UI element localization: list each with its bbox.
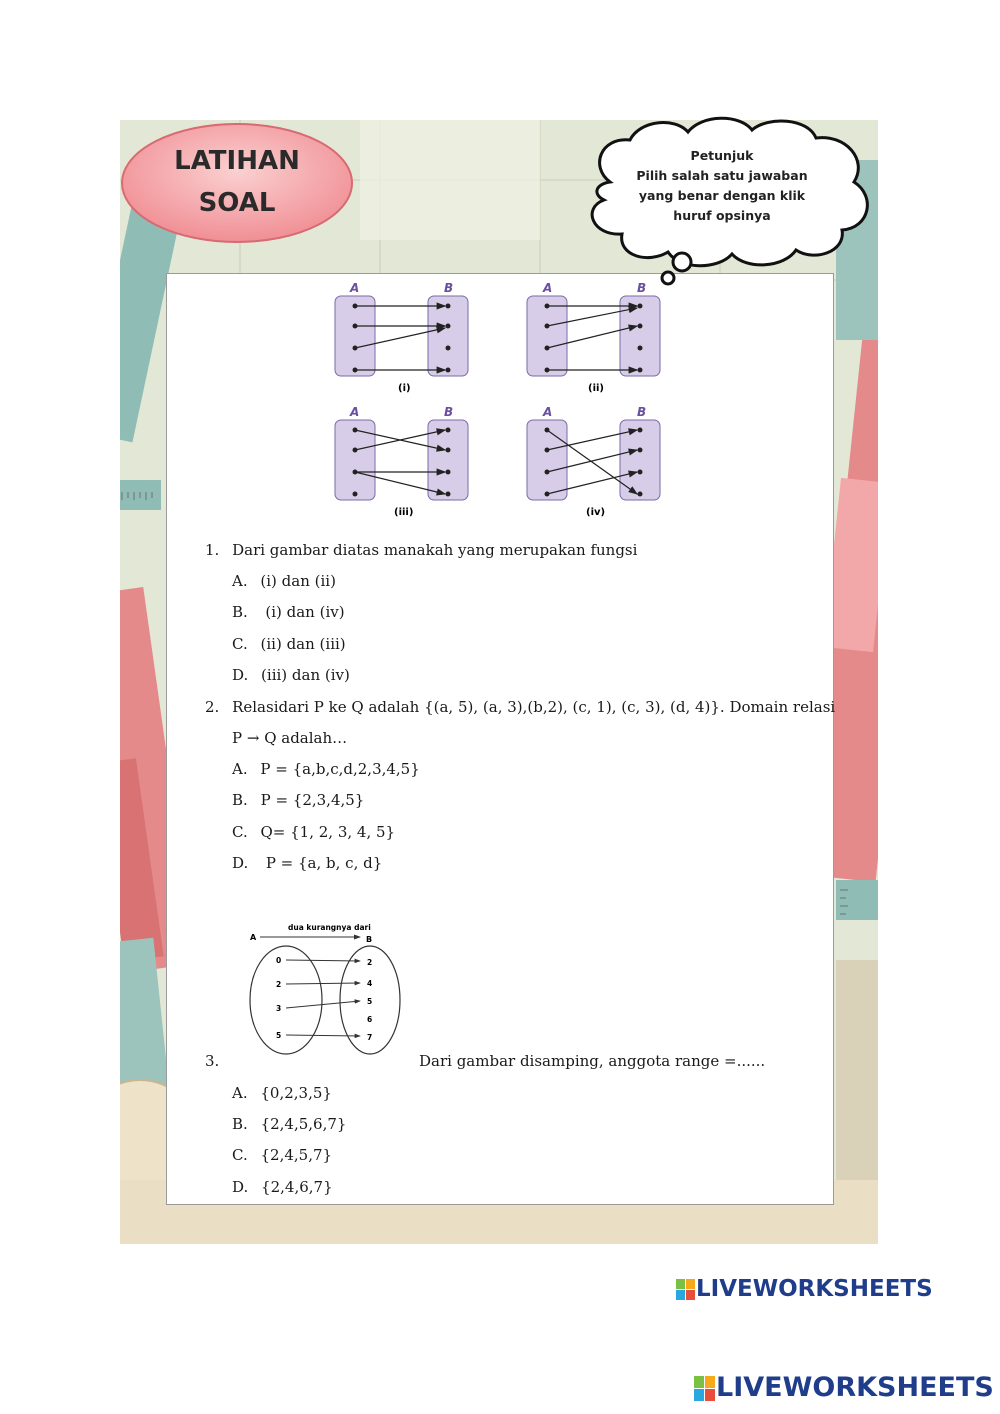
mapping-diagrams: [320, 278, 680, 523]
q2-option-a-text: P = {a,b,c,d,2,3,4,5}: [260, 760, 420, 778]
diagram-iii-set-b: B: [444, 405, 454, 419]
q2-option-c[interactable]: [232, 822, 395, 842]
q2-option-d-letter[interactable]: D.: [232, 854, 249, 872]
q1-option-d[interactable]: [232, 665, 350, 685]
q2-option-a[interactable]: [232, 759, 420, 779]
diagram-iii-label: (iii): [394, 507, 414, 518]
q3-option-c-letter[interactable]: C.: [232, 1146, 248, 1164]
q3-a-3: 5: [276, 1031, 282, 1040]
liveworksheets-logo-footer[interactable]: [694, 1372, 994, 1403]
question-2-text: Relasidari P ke Q adalah {(a, 5), (a, 3),(b,2), (c, 1), (c, 3), (d, 4)}. Domain relasi: [232, 698, 836, 716]
q3-option-b-text: {2,4,5,6,7}: [260, 1115, 347, 1133]
q1-option-b[interactable]: [232, 602, 345, 622]
diagram-i: [335, 281, 468, 394]
q3-set-a: A: [250, 933, 257, 942]
liveworksheets-footer-mark-icon: [694, 1376, 716, 1402]
q1-option-b-letter[interactable]: B.: [232, 603, 248, 621]
q1-option-a-letter[interactable]: A.: [232, 572, 248, 590]
diagram-iv: [527, 405, 660, 518]
q3-b-2: 5: [367, 997, 373, 1006]
q3-option-b-letter[interactable]: B.: [232, 1115, 248, 1133]
q1-option-c[interactable]: [232, 634, 346, 654]
liveworksheets-brand-inner: LIVEWORKSHEETS: [696, 1276, 933, 1302]
q3-option-b[interactable]: [232, 1114, 346, 1134]
instruction-heading: Petunjuk: [690, 148, 754, 163]
q3-option-d-text: {2,4,6,7}: [261, 1178, 333, 1196]
q1-option-d-text: (iii) dan (iv): [261, 666, 350, 684]
q1-option-c-text: (ii) dan (iii): [260, 635, 346, 653]
q3-b-4: 7: [367, 1033, 373, 1042]
q2-option-b[interactable]: [232, 790, 364, 810]
diagram-ii-set-a: A: [543, 281, 553, 295]
q1-option-a-text: (i) dan (ii): [260, 572, 336, 590]
q2-option-c-text: Q= {1, 2, 3, 4, 5}: [260, 823, 396, 841]
diagram-i-set-b: B: [444, 281, 454, 295]
question-3-text: Dari gambar disamping, anggota range =......: [419, 1052, 766, 1070]
q1-option-b-text: (i) dan (iv): [260, 603, 345, 621]
question-1-number: 1.: [205, 541, 220, 559]
q3-diagram: [240, 918, 410, 1058]
q3-option-a-text: {0,2,3,5}: [260, 1084, 332, 1102]
q2-option-b-text: P = {2,3,4,5}: [260, 791, 365, 809]
q3-relation-label: dua kurangnya dari: [288, 923, 371, 932]
q3-b-3: 6: [367, 1015, 373, 1024]
instruction-line-3: huruf opsinya: [673, 208, 771, 223]
diagram-ii: [527, 281, 660, 394]
title-line-2: SOAL: [198, 188, 276, 218]
q2-option-a-letter[interactable]: A.: [232, 760, 248, 778]
liveworksheets-brand-footer: LIVEWORKSHEETS: [716, 1372, 994, 1403]
q3-set-b: B: [366, 935, 373, 944]
q2-option-b-letter[interactable]: B.: [232, 791, 248, 809]
liveworksheets-mark-icon: [676, 1279, 696, 1301]
q3-b-1: 4: [367, 979, 373, 988]
q1-option-d-letter[interactable]: D.: [232, 666, 249, 684]
q3-b-0: 2: [367, 958, 373, 967]
diagram-iv-set-b: B: [637, 405, 647, 419]
q1-option-c-letter[interactable]: C.: [232, 635, 248, 653]
q3-option-a-letter[interactable]: A.: [232, 1084, 248, 1102]
diagram-i-set-a: A: [350, 281, 360, 295]
diagram-iii: [335, 405, 468, 518]
diagram-iv-label: (iv): [586, 507, 606, 518]
q2-option-d-text: P = {a, b, c, d}: [261, 854, 383, 872]
question-1: [205, 540, 637, 560]
q2-option-c-letter[interactable]: C.: [232, 823, 248, 841]
q3-option-d[interactable]: [232, 1177, 333, 1197]
diagram-ii-label: (ii): [588, 383, 604, 394]
q1-option-a[interactable]: [232, 571, 336, 591]
question-3-number: 3.: [205, 1052, 220, 1070]
q2-option-d[interactable]: [232, 853, 382, 873]
q3-a-2: 3: [276, 1004, 282, 1013]
q3-option-a[interactable]: [232, 1083, 332, 1103]
diagram-iv-set-a: A: [543, 405, 553, 419]
liveworksheets-logo-inner: [676, 1276, 933, 1302]
q3-a-1: 2: [276, 980, 282, 989]
diagram-ii-set-b: B: [637, 281, 647, 295]
instruction-line-1: Pilih salah satu jawaban: [636, 168, 808, 183]
question-2-continuation: P → Q adalah…: [232, 729, 348, 747]
q3-option-c-text: {2,4,5,7}: [260, 1146, 333, 1164]
diagram-i-label: (i): [398, 383, 411, 394]
question-1-text: Dari gambar diatas manakah yang merupakan fungsi: [232, 541, 638, 559]
q3-option-c[interactable]: [232, 1145, 332, 1165]
page-title: [120, 140, 354, 224]
q3-a-0: 0: [276, 956, 282, 965]
diagram-iii-set-a: A: [350, 405, 360, 419]
question-2-number: 2.: [205, 698, 220, 716]
instruction-text: [612, 146, 832, 226]
instruction-line-2: yang benar dengan klik: [638, 188, 806, 203]
title-line-1: LATIHAN: [174, 146, 300, 176]
q3-option-d-letter[interactable]: D.: [232, 1178, 249, 1196]
question-2: [205, 697, 835, 717]
